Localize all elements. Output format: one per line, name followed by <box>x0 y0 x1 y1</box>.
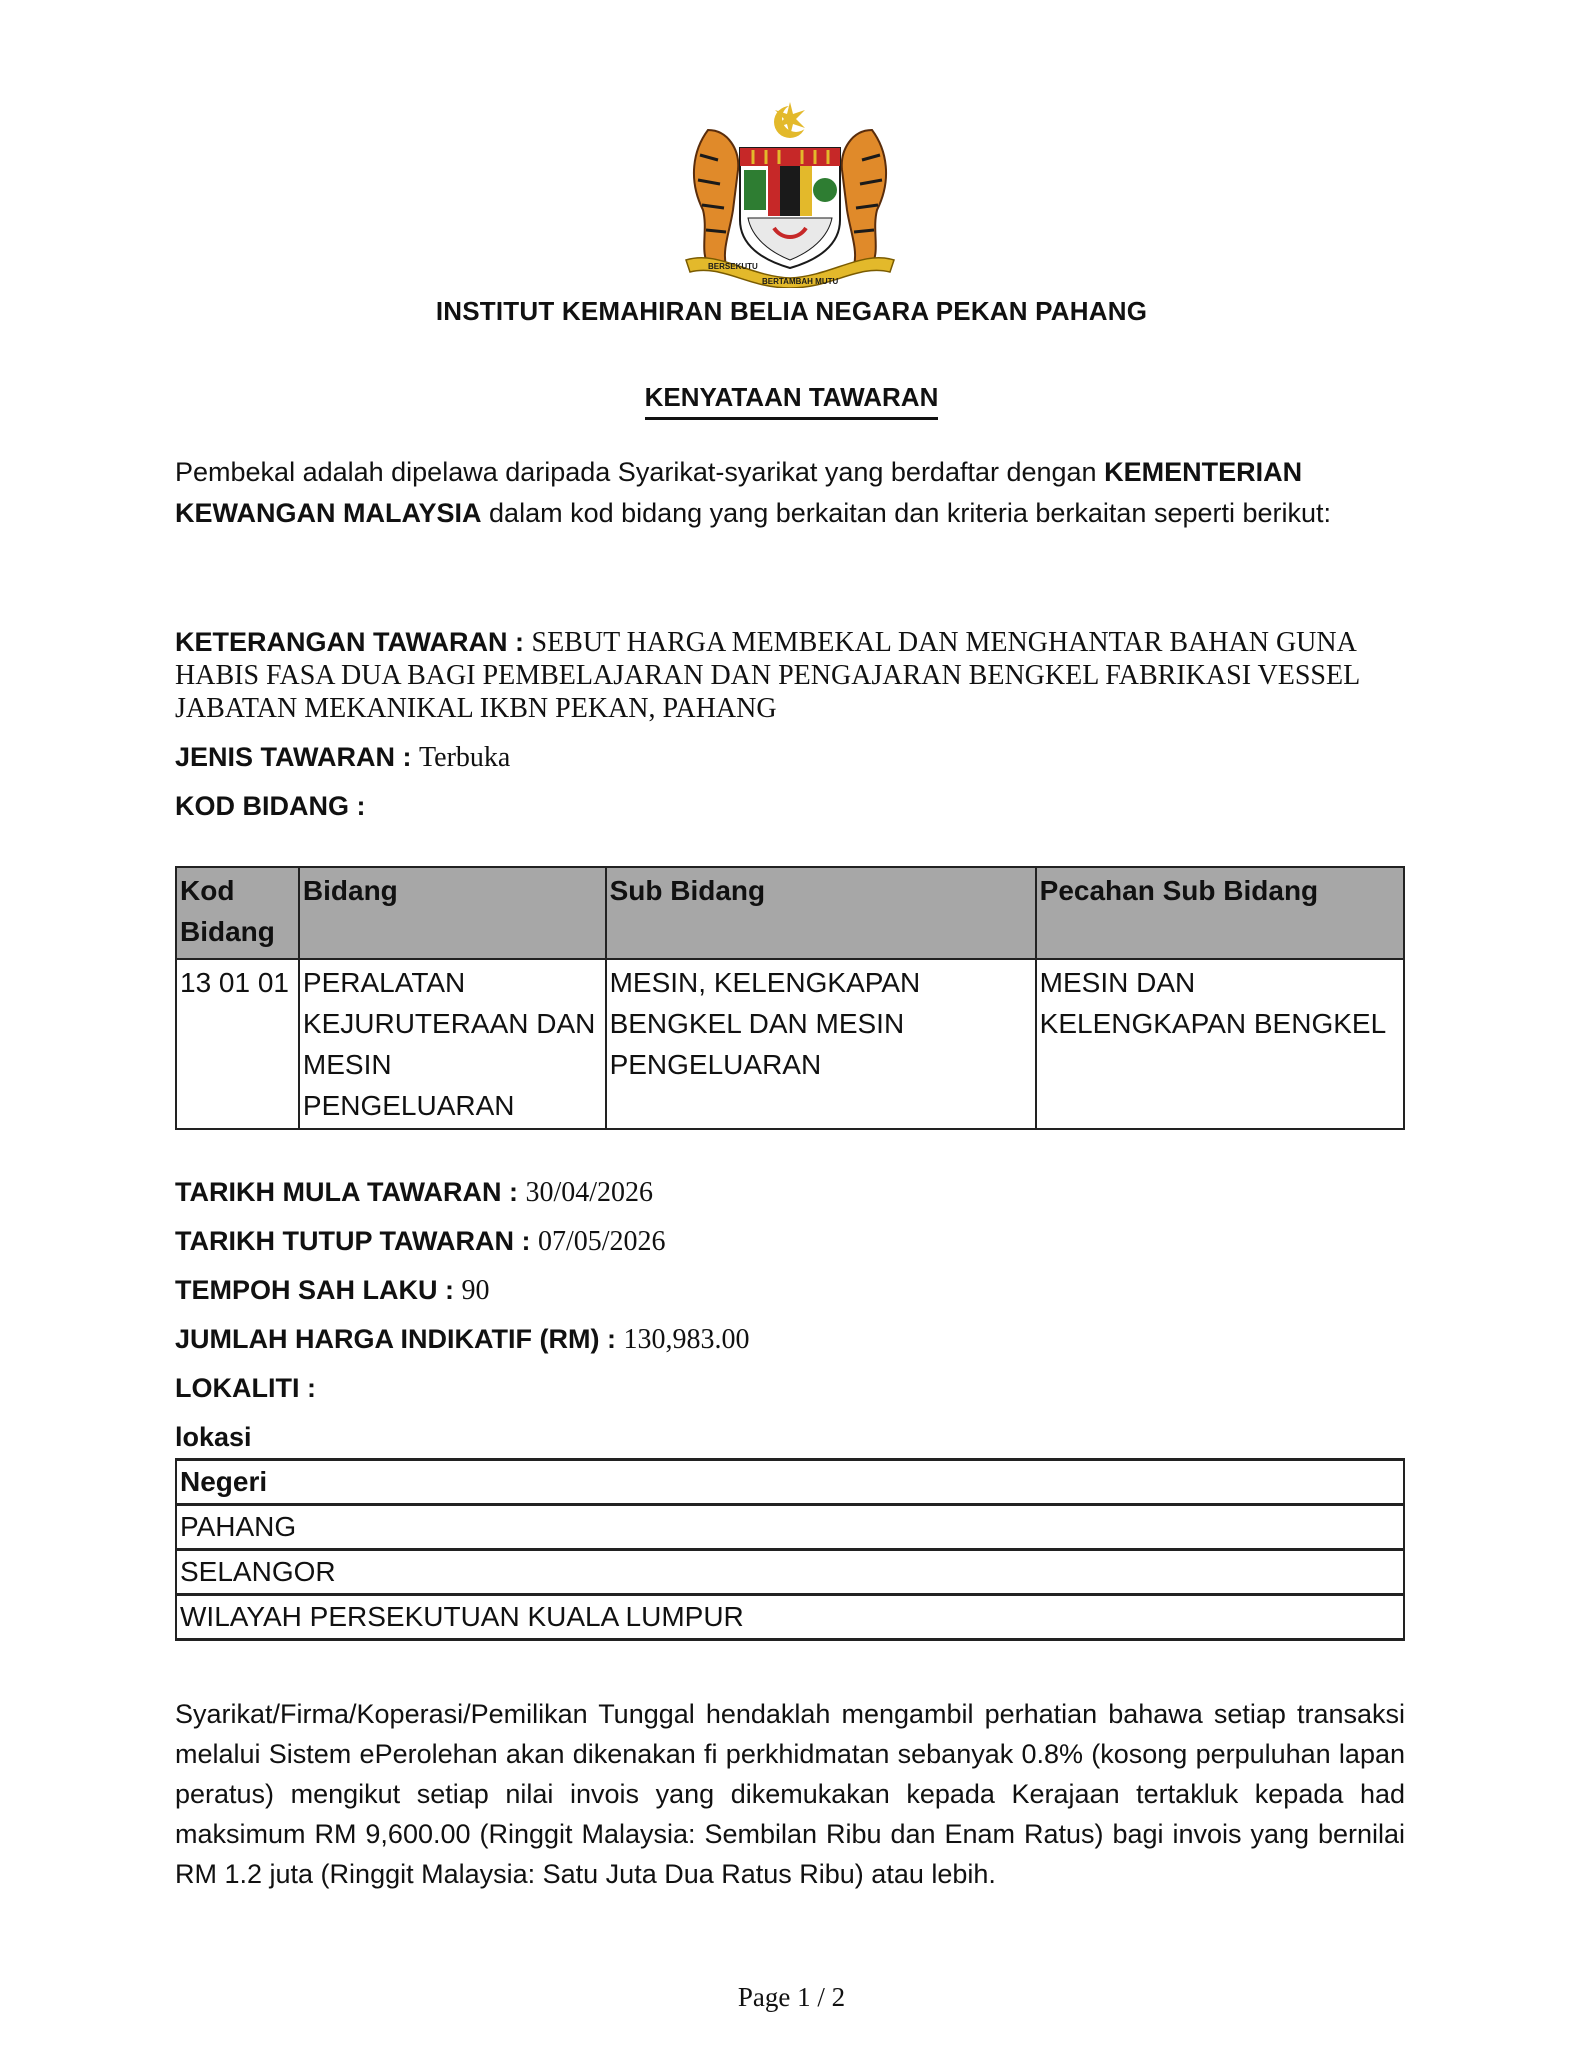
state-cell: WILAYAH PERSEKUTUAN KUALA LUMPUR <box>176 1595 1404 1640</box>
start-date <box>175 1175 653 1210</box>
organization-title: INSTITUT KEMAHIRAN BELIA NEGARA PEKAN PAHANG <box>435 296 1148 326</box>
cell-bidang: PERALATAN KEJURUTERAAN DAN MESIN PENGELUARAN <box>299 959 606 1129</box>
crest-ribbon-center-text: BERTAMBAH MUTU <box>762 277 839 286</box>
offer-type-label: JENIS TAWARAN : <box>175 742 412 772</box>
column-header-negeri: Negeri <box>176 1460 1404 1505</box>
page-number: Page 1 / 2 <box>737 1982 846 2012</box>
end-date-label: TARIKH TUTUP TAWARAN : <box>175 1226 531 1256</box>
table-row <box>176 1550 1404 1595</box>
table-header-row <box>176 867 1404 959</box>
intro-paragraph <box>175 452 1415 534</box>
code-heading-label: KOD BIDANG : <box>175 791 366 821</box>
location-table <box>175 1458 1405 1641</box>
cell-kod-bidang: 13 01 01 <box>176 959 299 1129</box>
intro-ministry: KEMENTERIAN KEWANGAN MALAYSIA <box>175 457 1303 528</box>
coat-of-arms-logo <box>678 100 902 288</box>
field-code-table <box>175 866 1405 1130</box>
end-date <box>175 1224 666 1259</box>
indicative-price <box>175 1322 749 1357</box>
validity-period-value: 90 <box>461 1275 490 1306</box>
offer-description-value: SEBUT HARGA MEMBEKAL DAN MENGHANTAR BAHAN GUNA HABIS FASA DUA BAGI PEMBELAJARAN DAN PENGAJARAN BENGKEL FABRIKASI VESSEL JABATAN MEKANIKAL IKBN PEKAN, PAHANG <box>175 627 1360 724</box>
validity-period-label: TEMPOH SAH LAKU : <box>175 1275 454 1305</box>
intro-part2: dalam kod bidang yang berkaitan dan kriteria berkaitan seperti berikut: <box>481 498 1332 528</box>
code-heading <box>175 789 366 823</box>
end-date-value: 07/05/2026 <box>538 1226 666 1257</box>
indicative-price-label: JUMLAH HARGA INDIKATIF (RM) : <box>175 1324 616 1354</box>
offer-type <box>175 740 510 775</box>
table-row <box>176 1505 1404 1550</box>
column-header-kod-bidang: Kod Bidang <box>176 867 299 959</box>
start-date-value: 30/04/2026 <box>525 1177 654 1208</box>
document-title-text: KENYATAAN TAWARAN <box>645 382 939 420</box>
locality-label: LOKALITI : <box>175 1373 316 1403</box>
column-header-sub-bidang: Sub Bidang <box>606 867 1036 959</box>
offer-description-label: KETERANGAN TAWARAN : <box>175 627 524 657</box>
offer-description <box>175 626 1415 725</box>
state-cell: PAHANG <box>176 1505 1404 1550</box>
cell-sub-bidang: MESIN, KELENGKAPAN BENGKEL DAN MESIN PENGELUARAN <box>606 959 1036 1129</box>
start-date-label: TARIKH MULA TAWARAN : <box>175 1177 518 1207</box>
table-header-row <box>176 1460 1404 1505</box>
column-header-bidang: Bidang <box>299 867 606 959</box>
intro-part1: Pembekal adalah dipelawa daripada Syarikat-syarikat yang berdaftar dengan <box>175 457 1105 487</box>
column-header-pecahan-sub-bidang: Pecahan Sub Bidang <box>1036 867 1404 959</box>
locality-heading <box>175 1371 316 1405</box>
offer-type-value: Terbuka <box>419 742 511 773</box>
indicative-price-value: 130,983.00 <box>623 1324 750 1355</box>
table-row <box>176 959 1404 1129</box>
table-row <box>176 1595 1404 1640</box>
location-caption-text: lokasi <box>175 1422 252 1452</box>
document-title <box>0 382 1583 420</box>
validity-period <box>175 1273 490 1308</box>
state-cell: SELANGOR <box>176 1550 1404 1595</box>
service-fee-notice: Syarikat/Firma/Koperasi/Pemilikan Tunggal hendaklah mengambil perhatian bahawa setiap transaksi melalui Sistem ePerolehan akan dikenakan fi perkhidmatan sebanyak 0.8% (kosong perpuluhan lapan peratus) mengikut setiap nilai invois yang dikemukakan kepada Kerajaan tertakluk kepada had maksimum RM 9,600.00 (Ringgit Malaysia: Sembilan Ribu dan Enam Ratus) bagi invois yang bernilai RM 1.2 juta (Ringgit Malaysia: Satu Juta Dua Ratus Ribu) atau lebih. <box>175 1699 1405 1889</box>
cell-pecahan-sub-bidang: MESIN DAN KELENGKAPAN BENGKEL <box>1036 959 1404 1129</box>
crest-ribbon-left-text: BERSEKUTU <box>708 262 758 271</box>
location-caption <box>175 1420 252 1454</box>
